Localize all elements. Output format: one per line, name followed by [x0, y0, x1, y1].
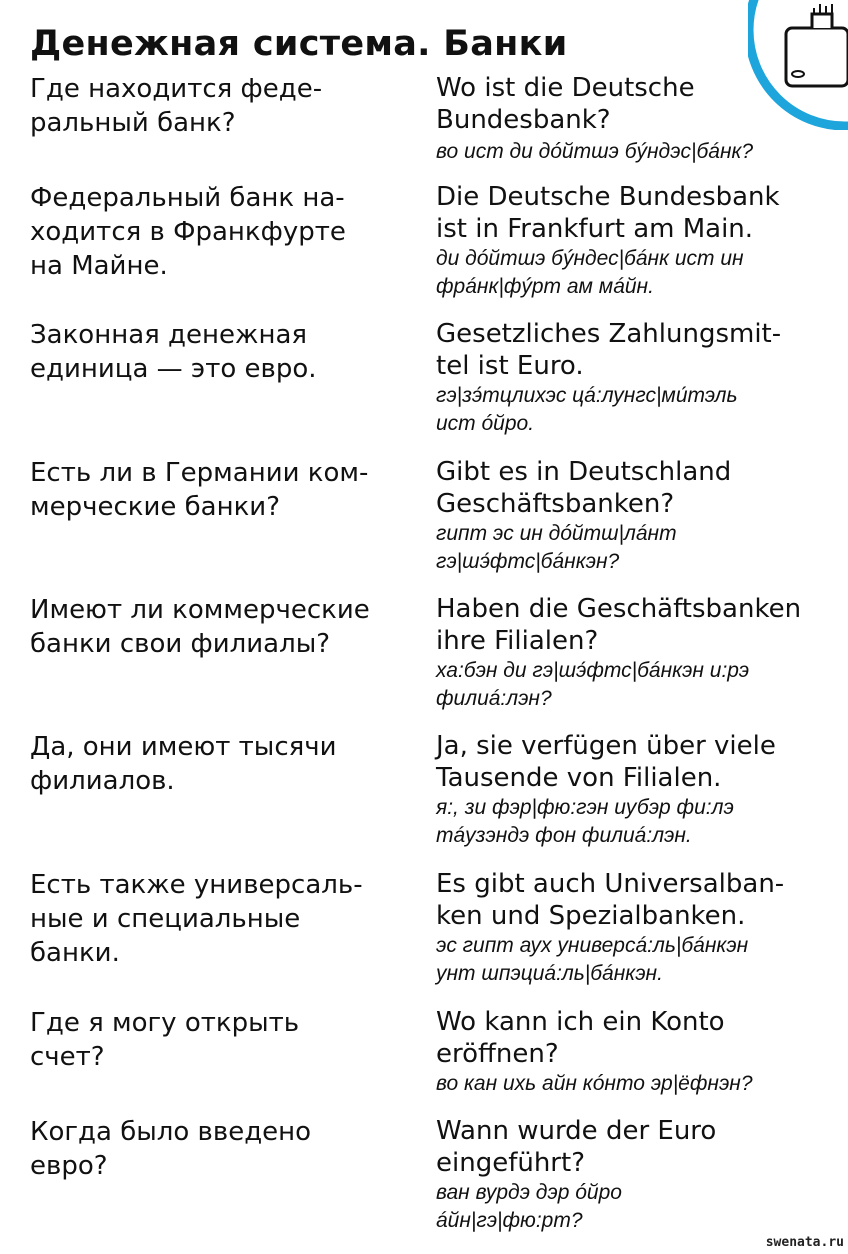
transcription: ха:бэн ди гэ|шэ́фтс|бáнкэн и:рэ филиá:лэн?	[436, 659, 750, 710]
russian-phrase: Имеют ли коммерческие банки свои филиалы?	[30, 595, 370, 659]
russian-phrase: Есть также универсаль- ные и специальные банки.	[30, 870, 363, 968]
transcription: гипт эс ин дóйтш|лáнт гэ|шэ́фтс|бáнкэн?	[436, 522, 677, 573]
german-phrase: Die Deutsche Bundesbank ist in Frankfurt am Main.	[436, 182, 780, 244]
russian-phrase: Законная денежная единица — это евро.	[30, 320, 317, 384]
german-phrase: Wo ist die Deutsche Bundesbank?	[436, 73, 695, 135]
german-phrase: Gesetzliches Zahlungsmit- tel ist Euro.	[436, 319, 782, 381]
german-phrase: Ja, sie verfügen über viele Tausende von Filialen.	[436, 731, 776, 793]
watermark: swenata.ru	[765, 1235, 844, 1250]
russian-phrase: Где я могу открыть счет?	[30, 1008, 300, 1072]
german-phrase: Gibt es in Deutschland Geschäftsbanken?	[436, 457, 732, 519]
german-phrase: Wann wurde der Euro eingeführt?	[436, 1116, 717, 1178]
transcription: эс гипт аух универсá:ль|бáнкэн унт шпэциá:ль|бáнкэн.	[436, 934, 749, 985]
german-phrase: Es gibt auch Universalban- ken und Spezialbanken.	[436, 869, 785, 931]
transcription: ди дóйтшэ бýндес|бáнк ист ин фрáнк|фýрт ам мáйн.	[436, 247, 744, 298]
transcription: гэ|зэ́тцлихэс цá:лунгс|ми́тэль ист óйро.	[436, 384, 738, 435]
transcription: во ист ди дóйтшэ бýндэс|бáнк?	[436, 140, 754, 163]
russian-phrase: Есть ли в Германии ком- мерческие банки?	[30, 458, 369, 522]
transcription: во кан ихь айн кóнто эр|ёфнэн?	[436, 1072, 753, 1095]
german-phrase: Wo kann ich ein Konto eröffnen?	[436, 1007, 725, 1069]
russian-phrase: Где находится феде- ральный банк?	[30, 74, 323, 138]
transcription: я:, зи фэр|фю:гэн иубэр фи:лэ тáузэндэ фон филиá:лэн.	[436, 796, 734, 847]
russian-phrase: Федеральный банк на- ходится в Франкфурте на Майне.	[30, 183, 346, 281]
page-title: Денежная система. Банки	[30, 24, 568, 64]
russian-phrase: Да, они имеют тысячи филиалов.	[30, 732, 337, 796]
russian-phrase: Когда было введено евро?	[30, 1117, 312, 1181]
transcription: ван вурдэ дэр óйро áйн|гэ|фю:рт?	[436, 1181, 622, 1232]
german-phrase: Haben die Geschäftsbanken ihre Filialen?	[436, 594, 802, 656]
